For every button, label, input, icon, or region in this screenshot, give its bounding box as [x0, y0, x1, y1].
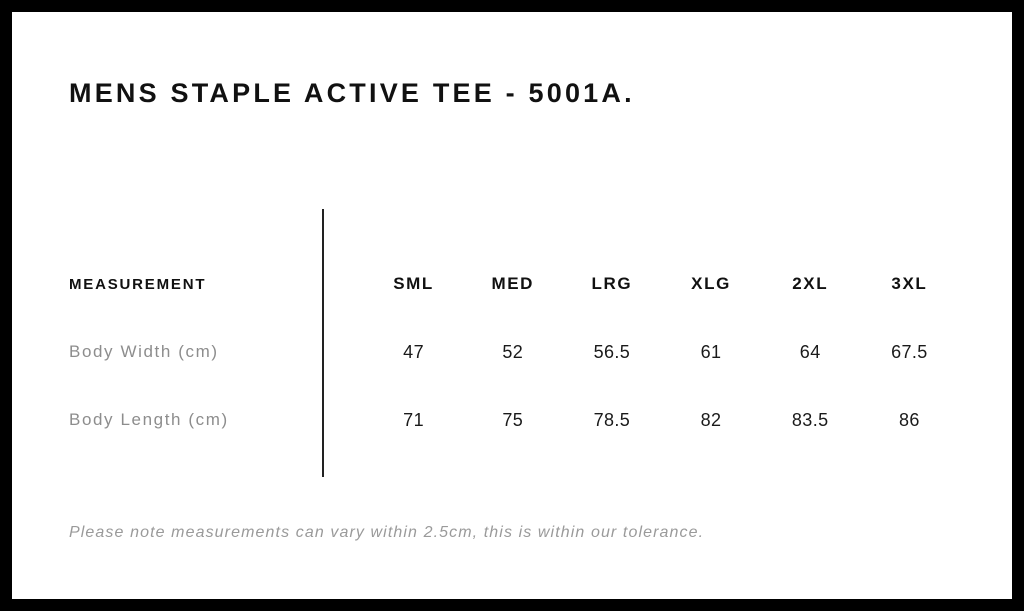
cell-body-length-lrg: 78.5: [593, 409, 631, 430]
tolerance-note: Please note measurements can vary within 2.5cm, this is within our tolerance.: [69, 524, 705, 541]
cell-body-length-sml: 71: [403, 409, 424, 430]
size-chart-table: [69, 250, 959, 454]
column-header-3xl: 3XL: [891, 274, 928, 293]
cell-body-width-3xl: 67.5: [891, 341, 928, 362]
row-label-body-width: Body Width (cm): [69, 342, 219, 361]
page-title: MENS STAPLE ACTIVE TEE - 5001A.: [69, 78, 635, 108]
cell-body-width-2xl: 64: [799, 341, 821, 362]
cell-body-width-sml: 47: [403, 341, 424, 362]
row-label-body-length: Body Length (cm): [69, 410, 229, 429]
table-row: [69, 386, 959, 454]
cell-body-width-med: 52: [502, 341, 524, 362]
cell-body-length-2xl: 83.5: [791, 409, 829, 430]
column-header-xlg: XLG: [691, 274, 731, 293]
column-header-lrg: LRG: [591, 274, 633, 293]
cell-body-width-lrg: 56.5: [593, 341, 631, 362]
cell-body-length-3xl: 86: [898, 409, 920, 430]
column-header-2xl: 2XL: [792, 274, 829, 293]
column-header-sml: SML: [393, 274, 434, 293]
cell-body-width-xlg: 61: [700, 341, 722, 362]
table-row: [69, 318, 959, 386]
cell-body-length-med: 75: [502, 409, 524, 430]
column-header-measurement: MEASUREMENT: [69, 275, 207, 293]
size-chart-page: [12, 12, 1012, 599]
column-header-med: MED: [491, 274, 535, 293]
cell-body-length-xlg: 82: [700, 409, 722, 430]
table-header-row: [69, 250, 959, 318]
